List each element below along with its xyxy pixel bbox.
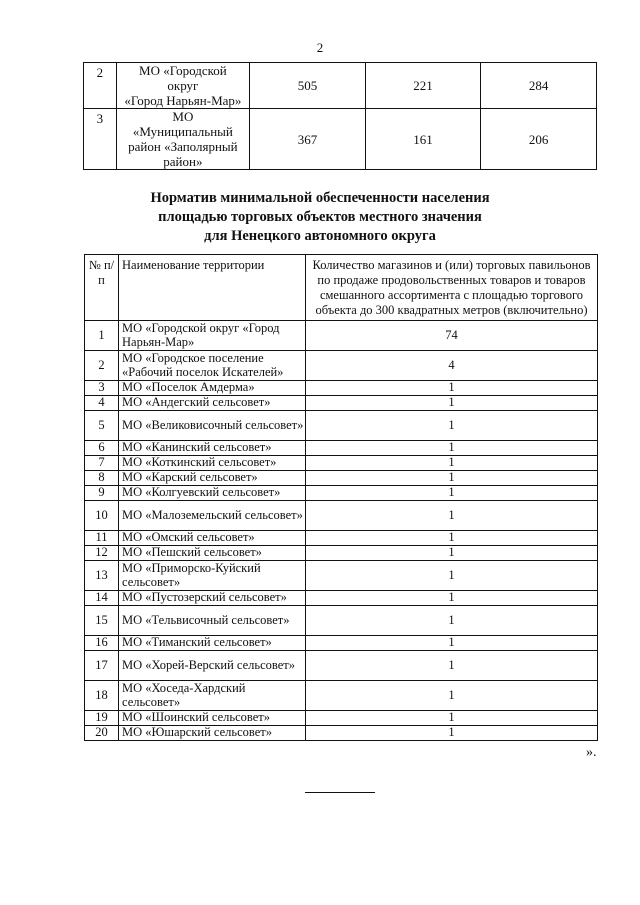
- row-number: 14: [85, 591, 119, 606]
- table-row: [85, 501, 598, 531]
- value-cell: 221: [365, 63, 481, 109]
- row-number: 2: [85, 351, 119, 381]
- table-row: [85, 411, 598, 441]
- continuation-table: [83, 62, 597, 170]
- table-row: [84, 63, 597, 109]
- table-row: [85, 651, 598, 681]
- territory-name-line: «Муниципальный: [132, 124, 233, 139]
- store-count: 1: [306, 651, 598, 681]
- territory-name: МО «Коткинский сельсовет»: [119, 456, 306, 471]
- page-number: 2: [316, 40, 324, 55]
- territory-name: МО «Шоинский сельсовет»: [119, 711, 306, 726]
- store-count: 1: [306, 396, 598, 411]
- table-row: [85, 486, 598, 501]
- row-number: 3: [85, 381, 119, 396]
- territory-name: [116, 63, 250, 109]
- territory-name: МО «Поселок Амдерма»: [119, 381, 306, 396]
- row-number: 7: [85, 456, 119, 471]
- value-cell: 367: [250, 109, 366, 170]
- heading-line: площадью торговых объектов местного значения: [158, 209, 482, 225]
- store-count: 1: [306, 711, 598, 726]
- table-row: [85, 321, 598, 351]
- header-num: № п/п: [85, 255, 119, 321]
- row-number: 17: [85, 651, 119, 681]
- territory-name: МО «Малоземельский сельсовет»: [119, 501, 306, 531]
- table-row: [85, 606, 598, 636]
- territory-name: МО «Хоседа-Хардский сельсовет»: [119, 681, 306, 711]
- row-number: 11: [85, 531, 119, 546]
- row-number: 8: [85, 471, 119, 486]
- table-header-row: [85, 255, 598, 321]
- store-count: 1: [306, 441, 598, 456]
- store-count: 1: [306, 636, 598, 651]
- row-number: 5: [85, 411, 119, 441]
- row-number: 15: [85, 606, 119, 636]
- row-number: 1: [85, 321, 119, 351]
- store-count: 1: [306, 486, 598, 501]
- territory-name: МО «Андегский сельсовет»: [119, 396, 306, 411]
- territory-name: МО «Тиманский сельсовет»: [119, 636, 306, 651]
- heading-line: для Ненецкого автономного округа: [204, 228, 436, 244]
- territory-name-line: район»: [163, 154, 203, 169]
- row-number: 13: [85, 561, 119, 591]
- row-number: 19: [85, 711, 119, 726]
- table-row: [85, 546, 598, 561]
- row-number: 10: [85, 501, 119, 531]
- territory-name: МО «Городской округ «Город Нарьян-Мар»: [119, 321, 306, 351]
- row-number: 4: [85, 396, 119, 411]
- territory-name-line: МО «Городской: [139, 63, 227, 78]
- store-count: 1: [306, 591, 598, 606]
- territory-name: МО «Омский сельсовет»: [119, 531, 306, 546]
- territory-name: МО «Тельвисочный сельсовет»: [119, 606, 306, 636]
- table-row: [85, 471, 598, 486]
- territory-name: МО «Хорей-Верский сельсовет»: [119, 651, 306, 681]
- table-row: [85, 591, 598, 606]
- norms-table: [84, 254, 598, 741]
- store-count: 1: [306, 561, 598, 591]
- table-row: [85, 531, 598, 546]
- store-count: 1: [306, 381, 598, 396]
- store-count: 1: [306, 471, 598, 486]
- territory-name: МО «Карский сельсовет»: [119, 471, 306, 486]
- row-number: 18: [85, 681, 119, 711]
- store-count: 1: [306, 726, 598, 741]
- territory-name: [116, 109, 250, 170]
- section-heading: [0, 189, 640, 246]
- store-count: 1: [306, 606, 598, 636]
- territory-name-line: МО: [172, 109, 194, 124]
- territory-name: МО «Канинский сельсовет»: [119, 441, 306, 456]
- store-count: 1: [306, 531, 598, 546]
- territory-name-line: «Город Нарьян-Мар»: [124, 93, 242, 108]
- table-row: [85, 351, 598, 381]
- store-count: 74: [306, 321, 598, 351]
- value-cell: 206: [481, 109, 597, 170]
- table-row: [85, 711, 598, 726]
- table-row: [85, 396, 598, 411]
- table-row: [85, 456, 598, 471]
- territory-name: МО «Городское поселение «Рабочий поселок Искателей»: [119, 351, 306, 381]
- store-count: 1: [306, 411, 598, 441]
- store-count: 1: [306, 501, 598, 531]
- value-cell: 161: [365, 109, 481, 170]
- table-row: [85, 726, 598, 741]
- row-number: 16: [85, 636, 119, 651]
- row-number: 20: [85, 726, 119, 741]
- territory-name: МО «Пешский сельсовет»: [119, 546, 306, 561]
- header-store-count: Количество магазинов и (или) торговых павильонов по продаже продовольственных товаров и товаров смешанного ассортимента с площадью торгового объекта до 300 квадратных метров (включительно): [306, 255, 598, 321]
- closing-quote: ».: [586, 745, 597, 760]
- territory-name: МО «Юшарский сельсовет»: [119, 726, 306, 741]
- table-row: [85, 381, 598, 396]
- territory-name-line: район «Заполярный: [128, 139, 238, 154]
- table-row: [85, 561, 598, 591]
- row-number: 12: [85, 546, 119, 561]
- table-row: [84, 109, 597, 170]
- table-row: [85, 681, 598, 711]
- value-cell: 284: [481, 63, 597, 109]
- heading-line: Норматив минимальной обеспеченности населения: [150, 190, 490, 206]
- store-count: 1: [306, 456, 598, 471]
- territory-name: МО «Приморско-Куйский сельсовет»: [119, 561, 306, 591]
- territory-name: МО «Пустозерский сельсовет»: [119, 591, 306, 606]
- territory-name: МО «Колгуевский сельсовет»: [119, 486, 306, 501]
- store-count: 1: [306, 546, 598, 561]
- store-count: 1: [306, 681, 598, 711]
- store-count: 4: [306, 351, 598, 381]
- row-number: 2: [84, 63, 117, 109]
- header-territory: Наименование территории: [119, 255, 306, 321]
- table-row: [85, 441, 598, 456]
- row-number: 9: [85, 486, 119, 501]
- row-number: 6: [85, 441, 119, 456]
- row-number: 3: [84, 109, 117, 170]
- table-row: [85, 636, 598, 651]
- territory-name-line: округ: [167, 78, 199, 93]
- territory-name: МО «Великовисочный сельсовет»: [119, 411, 306, 441]
- end-divider: [305, 792, 375, 793]
- value-cell: 505: [250, 63, 366, 109]
